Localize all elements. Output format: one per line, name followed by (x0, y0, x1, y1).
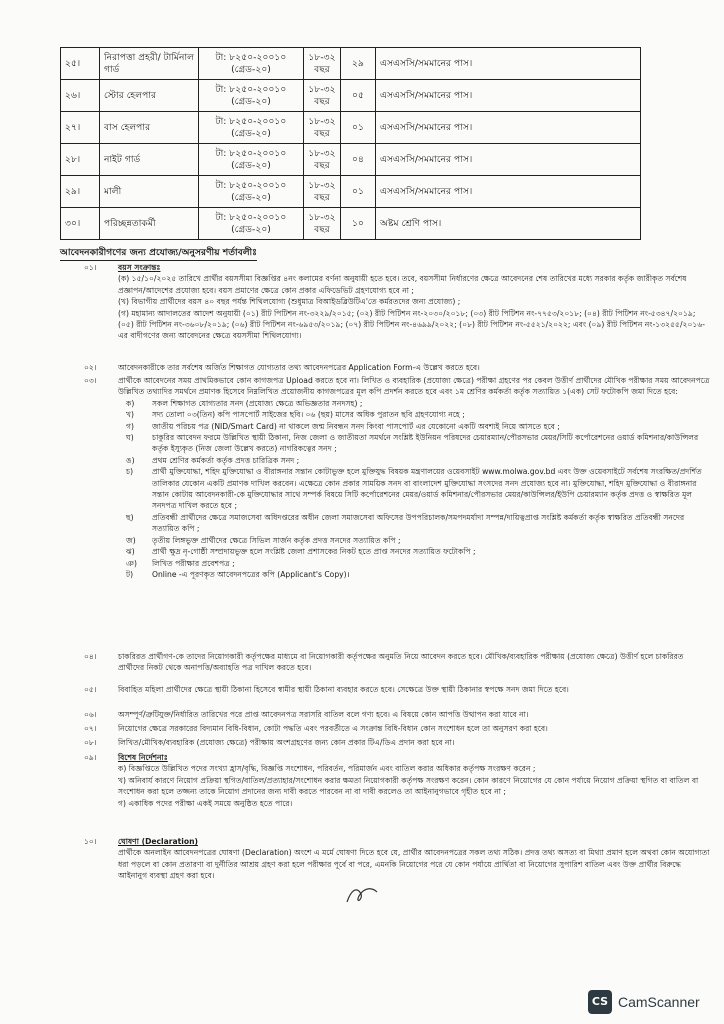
item-text: লিখিত/মৌখিক/ব্যবহারিক (প্রযোজ্য ক্ষেত্রে) পরীক্ষায় অংশগ্রহণের জন্য কোন প্রকার টিএ/ডিএ প্রদান করা হবে না। (118, 738, 455, 747)
cell-qualification: এসএসসি/সমমানের পাস। (376, 80, 641, 112)
camscanner-label: CamScanner (618, 994, 700, 1010)
sub-item (118, 535, 712, 546)
cell-post-count: ২৯ (341, 48, 376, 80)
cell-post-name: নাইট গার্ড (100, 144, 199, 176)
sub-item-text: তৃতীয় লিঙ্গভুক্ত প্রার্থীদের ক্ষেত্রে সিভিল সার্জন কর্তৃক প্রদত্ত সনদের সত্যায়িত কপি ; (152, 535, 401, 545)
cell-age-limit: ১৮-৩২ বছর (304, 144, 341, 176)
item-text: ক) বিজ্ঞপ্তিতে উল্লিখিত পদের সংখ্যা হ্রাস/বৃদ্ধি, বিজ্ঞপ্তি সংশোধন, পরিবর্তন, পরিমার্জন এবং বাতিল করার অধিকার কর্তৃপক্ষ সংরক্ষণ করেন ; (118, 764, 536, 774)
table-row (61, 208, 641, 240)
cell-pay-scale: টা: ৮২৫০-২০০১০ (গ্রেড-২০) (199, 48, 304, 80)
cell-post-name: স্টোর হেলপার (100, 80, 199, 112)
sub-item-text: Online -এ পূরণকৃত আবেদনপত্রের কপি (Applicant's Copy)। (152, 569, 350, 579)
item-number: ০৫। (84, 685, 97, 694)
sub-item-text: চাকুরির আবেদন ফরমে উল্লিখিত স্থায়ী ঠিকানা, নিজ জেলা ও জাতীয়তা সমর্থনে সংশ্লিষ্ট ইউনিয়ন পরিষদের চেয়ারম্যান/পৌরসভার মেয়র/সিটি কর্পোরেশনের ওয়ার্ড কমিশনার/কাউন্সিলর কর্তৃক ইস্যুকৃত (নিজ জেলা উল্লেখ করতে) নাগরিকত্বের সনদ ; (152, 433, 699, 454)
table-row (61, 80, 641, 112)
cell-post-count: ০১ (341, 176, 376, 208)
cell-pay-scale: টা: ৮২৫০-২০০১০ (গ্রেড-২০) (199, 208, 304, 240)
sub-item-text: প্রতিবন্ধী প্রার্থীদের ক্ষেত্রে সমাজসেবা অধিদপ্তরের অধীন জেলা সমাজসেবা অফিসের উপপরিচালক/সমপদমর্যাদা সম্পন্ন/দায়িত্বপ্রাপ্ত সংশ্লিষ্ট কর্মকর্তা কর্তৃক স্বাক্ষরিত প্রতিবন্ধী সনদের সত্যায়িত কপি ; (152, 512, 685, 534)
cell-post-name: নিরাপত্তা প্রহরী/ টার্মিনাল গার্ড (100, 48, 199, 80)
sub-item-letter: ঞ) (126, 558, 137, 568)
cell-age-limit: ১৮-৩২ বছর (304, 176, 341, 208)
sub-item-text: প্রার্থী ক্ষুদ্র নৃ-গোষ্ঠী সম্প্রদায়ভুক্ত হলে সংশ্লিষ্ট জেলা প্রশাসকের নিকট হতে প্রাপ্ত সনদের সত্যায়িত ফটোকপি ; (152, 547, 476, 557)
cell-pay-scale: টা: ৮২৫০-২০০১০ (গ্রেড-২০) (199, 112, 304, 144)
item-text: গ) একাধিক পদের পরীক্ষা একই সময়ে অনুষ্ঠিত হতে পারে। (118, 798, 293, 808)
sub-item-letter: খ) (126, 410, 134, 420)
item-text: অসম্পূর্ণ/ত্রুটিযুক্ত/নির্ধারিত তারিখের পরে প্রাপ্ত আবেদনপত্র সরাসরি বাতিল বলে গণ্য হবে। এ বিষয়ে কোন আপত্তি উত্থাপন করা যাবে না। (118, 710, 529, 719)
sub-item-text: জাতীয় পরিচয় পত্র (NID/Smart Card) না থাকলে জন্ম নিবন্ধন সনদ কিংবা পাসপোর্ট এর যেকোনো একটি অবশ্যই নিয়ে আসতে হবে ; (152, 421, 560, 431)
sub-item (118, 398, 712, 409)
sub-item-text: সদ্য তোলা ০৩(তিন) কপি পাসপোর্ট সাইজের ছবি। ০৬ (ছয়) মাসের অধিক পুরাতন ছবি গ্রহণযোগ্য নহে ; (152, 410, 465, 420)
sub-item-letter: ক) (126, 398, 135, 408)
sub-item-text: প্রথম শ্রেণির কর্মকর্তা কর্তৃক প্রদত্ত চারিত্রিক সনদ ; (152, 455, 300, 465)
item-text: নিয়োগের ক্ষেত্রে সরকারের বিদ্যমান বিধি-বিধান, কোটা পদ্ধতি এবং পরবর্তীতে এ সংক্রান্ত বিধি-বিধান কোন সংশোধন হলে তা অনুসরণ করা হবে। (118, 724, 548, 733)
cell-age-limit: ১৮-৩২ বছর (304, 208, 341, 240)
cell-age-limit: ১৮-৩২ বছর (304, 48, 341, 80)
item-text: (গ) মহামান্য আদালতের আদেশ অনুযায়ী (০১) রীট পিটিশন নং-৩২২৯/২০১৫; (০২) রীট পিটিশন নং-২০৩০/২০১৮; (০৩) রীট পিটিশন নং-৭৭৫৩/২০১৮; (০৪) রীট পিটিশন নং-৫৩৪৭/২০১৯; (০৫) রীট পিটিশন নং-৩৬০৮/২০১৯; (০৬) রীট পিটিশন নং-৬৯৫৩/২০১৯; (০৭) রীট পিটিশন নং-৪৬৯৯/২০২২; (০৮) রীট পিটিশন নং-৫৫২১/২০২২; এবং (০৯) রীট পিটিশন নং-১৩২৫৫/২০১৬-এর বাদীগণের জন্য আবেদনের ক্ষেত্রে বয়সসীমা শিথিলযোগ্য। (118, 308, 706, 341)
sub-item (118, 569, 712, 580)
item-text: প্রার্থীকে আবেদনের সময় প্রাথমিকভাবে কোন কাগজপত্র Upload করতে হবে না। লিখিত ও ব্যবহারিক (প্রযোজ্য ক্ষেত্রে) পরীক্ষা গ্রহণের পর কেবল উত্তীর্ণ প্রার্থীদের মৌখিক পরীক্ষার সময় আবেদনপত্রে উল্লিখিত তথ্যাদির সমর্থনে প্রমাণক হিসেবে নিম্নলিখিত প্রয়োজনীয় কাগজপত্রের মূল কপি প্রদর্শন করতে হবে এবং ১ম শ্রেণির কর্মকর্তা কর্তৃক সত্যায়িত ১(এক) সেট ফটোকপি জমা দিতে হবে: (118, 376, 710, 397)
cell-qualification: এসএসসি/সমমানের পাস। (376, 112, 641, 144)
cell-post-count: ০৪ (341, 144, 376, 176)
camscanner-watermark (588, 990, 718, 1016)
sub-item (118, 558, 712, 569)
cell-pay-scale: টা: ৮২৫০-২০০১০ (গ্রেড-২০) (199, 80, 304, 112)
item-text: খ) অনিবার্য কারণে নিয়োগ প্রক্রিয়া স্থগিত/বাতিল/প্রত্যাহার/সংশোধন করার ক্ষমতা নিয়োগকারী কর্তৃপক্ষ সংরক্ষণ করেন। কোন কারণে নিয়োগের যে কোন পর্যায়ে নিয়োগ প্রক্রিয়া স্থগিত বা বাতিল বা সংশোধন করা হলে তজ্জন্য তাকে নিয়োগ প্রদানের জন্য দাবী করতে পারবেন না বা দাবী করলেও তা আইনানুগভাবে গৃহীত হবে না ; (118, 775, 699, 797)
sub-item (118, 512, 712, 535)
sub-item-text: লিখিত পরীক্ষার প্রবেশপত্র ; (152, 558, 235, 568)
cell-post-name: পরিচ্ছন্নতাকর্মী (100, 208, 199, 240)
cell-post-name: মালী (100, 176, 199, 208)
item-number: ০৯। (84, 753, 97, 762)
sub-item-letter: জ) (126, 535, 136, 545)
sub-item (118, 421, 712, 432)
cell-serial: ২৫। (61, 48, 100, 80)
table-row (61, 48, 641, 80)
item-number: ০৬। (84, 710, 97, 719)
cell-serial: ২৮। (61, 144, 100, 176)
vacancy-table (60, 47, 641, 240)
sub-item-text: সকল শিক্ষাগত যোগ্যতার সনদ (প্রযোজ্য ক্ষেত্রে অভিজ্ঞতার সনদসহ) ; (152, 398, 363, 408)
table-row (61, 176, 641, 208)
sub-item-letter: ঝ) (126, 547, 135, 557)
camscanner-logo: CS (588, 990, 612, 1014)
item-text: বিবাহিত মহিলা প্রার্থীদের ক্ষেত্রে স্থায়ী ঠিকানা হিসেবে স্বামীর স্থায়ী ঠিকানা ব্যবহার করতে হবে। সেক্ষেত্রে উক্ত স্থায়ী ঠিকানার স্বপক্ষে সনদ জমা দিতে হবে। (118, 685, 569, 694)
sub-item (118, 432, 712, 455)
cell-serial: ২৭। (61, 112, 100, 144)
sub-item-letter: ছ) (126, 512, 134, 522)
item-text: (খ) বিভাগীয় প্রার্থীদের বয়স ৪০ বছর পর্যন্ত শিথিলযোগ্য (শুধুমাত্র বিআইডব্লিউটিএ'তে কর্মরতদের জন্য প্রযোজ্য) ; (118, 297, 461, 307)
item-text: (ক) ১৫/১০/২০২৫ তারিখে প্রার্থীর বয়সসীমা বিজ্ঞপ্তির ৪নং কলামের বর্ণনা অনুযায়ী হতে হবে। তবে, বয়সসীমা নির্ধারণের ক্ষেত্রে আবেদনের শেষ তারিখের মধ্যে সরকার কর্তৃক জারীকৃত সর্বশেষ প্রজ্ঞাপন/আদেশের প্রযোজ্য হবে। বয়স প্রমাণের ক্ষেত্রে কোন প্রকার এফিডেভিট গ্রহণযোগ্য হবে না ; (118, 274, 687, 295)
sub-item (118, 409, 712, 420)
cell-qualification: এসএসসি/সমমানের পাস। (376, 176, 641, 208)
item-number: ০৭। (84, 724, 97, 733)
item-number: ০১। (84, 263, 97, 272)
item-heading: ঘোষণা (Declaration) (118, 837, 198, 846)
sub-item (118, 455, 712, 466)
cell-qualification: অষ্টম শ্রেণি পাস। (376, 208, 641, 240)
table-row (61, 112, 641, 144)
sub-item-letter: চ) (126, 467, 134, 477)
cell-pay-scale: টা: ৮২৫০-২০০১০ (গ্রেড-২০) (199, 176, 304, 208)
item-heading: বয়স সংক্রান্তঃ (118, 263, 161, 272)
signature-mark (343, 880, 383, 910)
cell-post-name: বাস হেলপার (100, 112, 199, 144)
cell-qualification: এসএসসি/সমমানের পাস। (376, 144, 641, 176)
table-row (61, 144, 641, 176)
sub-item-letter: গ) (126, 421, 134, 431)
item-number: ০২। (84, 363, 97, 372)
sub-item-letter: ঙ) (126, 455, 135, 465)
cell-serial: ২৯। (61, 176, 100, 208)
cell-pay-scale: টা: ৮২৫০-২০০১০ (গ্রেড-২০) (199, 144, 304, 176)
item-number: ০৪। (84, 652, 97, 661)
sub-item-text: প্রার্থী মুক্তিযোদ্ধা, শহিদ মুক্তিযোদ্ধা ও বীরাঙ্গনার সন্তান কোটাভুক্ত হলে মুক্তিযুদ্ধ বিষয়ক মন্ত্রণালয়ের ওয়েবসাইট www.molwa.gov.bd এবং উক্ত ওয়েবসাইটে সর্বশেষ সংরক্ষিত/প্রদর্শিত তালিকার যেকোন একটি প্রমাণক দাখিল করবেন। এক্ষেত্রে কোন প্রকার সাময়িক সনদ বা বাংলাদেশ মুক্তিযোদ্ধা সংসদের সনদ প্রযোজ্য হবে না। মুক্তিযোদ্ধা, শহিদ মুক্তিযোদ্ধা ও বীরাঙ্গনার সন্তান কোটায় আবেদনকারী-কে মুক্তিযোদ্ধার সাথে সম্পর্ক বিষয়ে সিটি কর্পোরেশনের মেয়র/ওয়ার্ড কমিশনার/পৌরসভার মেয়র/কাউন্সিলর/ইউপি চেয়ারম্যান কর্তৃক প্রদত্ত ও স্বাক্ষরিত মূল সনদপত্র দাখিল করতে হবে ; (152, 467, 702, 511)
cell-post-count: ০১ (341, 112, 376, 144)
cell-serial: ২৬। (61, 80, 100, 112)
conditions-title: আবেদনকারীগণের জন্য প্রযোজ্য/অনুসরণীয় শর্তাবলীঃ (60, 245, 257, 261)
item-text: প্রার্থীকে অনলাইন আবেদনপত্রের ঘোষণা (Declaration) অংশে এ মর্মে ঘোষণা দিতে হবে যে, প্রার্থীর আবেদনপত্রের সকল তথ্য সঠিক। প্রদত্ত তথ্য অসত্য বা মিথ্যা প্রমাণ হলে অথবা কোন অযোগ্যতা ধরা পড়লে বা কোন প্রতারণা বা দুর্নীতির আশ্রয় গ্রহণ করা হলে পরীক্ষার পূর্বে বা পরে, এমনকি নিয়োগের পরে যে কোন পর্যায়ে প্রার্থিতা বা নিয়োগের সুপারিশ বাতিল এবং উক্ত প্রার্থীর বিরুদ্ধে আইনানুগ ব্যবস্থা গ্রহণ করা হবে। (118, 848, 710, 881)
item-text: আবেদনকারীকে তার সর্বশেষ অর্জিত শিক্ষাগত যোগ্যতার তথ্য আবেদনপত্রের Application Form-এ উল্লেখ করতে হবে। (118, 363, 480, 372)
cell-age-limit: ১৮-৩২ বছর (304, 80, 341, 112)
cell-post-count: ১০ (341, 208, 376, 240)
item-number: ০৩। (84, 376, 97, 385)
sub-item-letter: ঘ) (126, 433, 134, 443)
sub-item (118, 546, 712, 557)
item-number: ০৮। (84, 738, 97, 747)
cell-post-count: ০৫ (341, 80, 376, 112)
item-text: চাকরিরত প্রার্থীগণ-কে তাদের নিয়োগকারী কর্তৃপক্ষের মাধ্যমে বা নিয়োগকারী কর্তৃপক্ষের অনুমতি নিয়ে আবেদন করতে হবে। মৌখিক/ব্যবহারিক পরীক্ষায় (প্রযোজ্য ক্ষেত্রে) উত্তীর্ণ হলে চাকরিরত প্রার্থীদের নিকট থেকে অনাপত্তি/অব্যাহতি পত্র দাখিল করতে হবে। (118, 652, 684, 673)
item-heading: বিশেষ নির্দেশনাঃ (118, 753, 168, 762)
cell-serial: ৩০। (61, 208, 100, 240)
cell-age-limit: ১৮-৩২ বছর (304, 112, 341, 144)
cell-qualification: এসএসসি/সমমানের পাস। (376, 48, 641, 80)
sub-item-letter: ট) (126, 569, 134, 579)
sub-item (118, 466, 712, 512)
item-number: ১০। (84, 837, 97, 846)
